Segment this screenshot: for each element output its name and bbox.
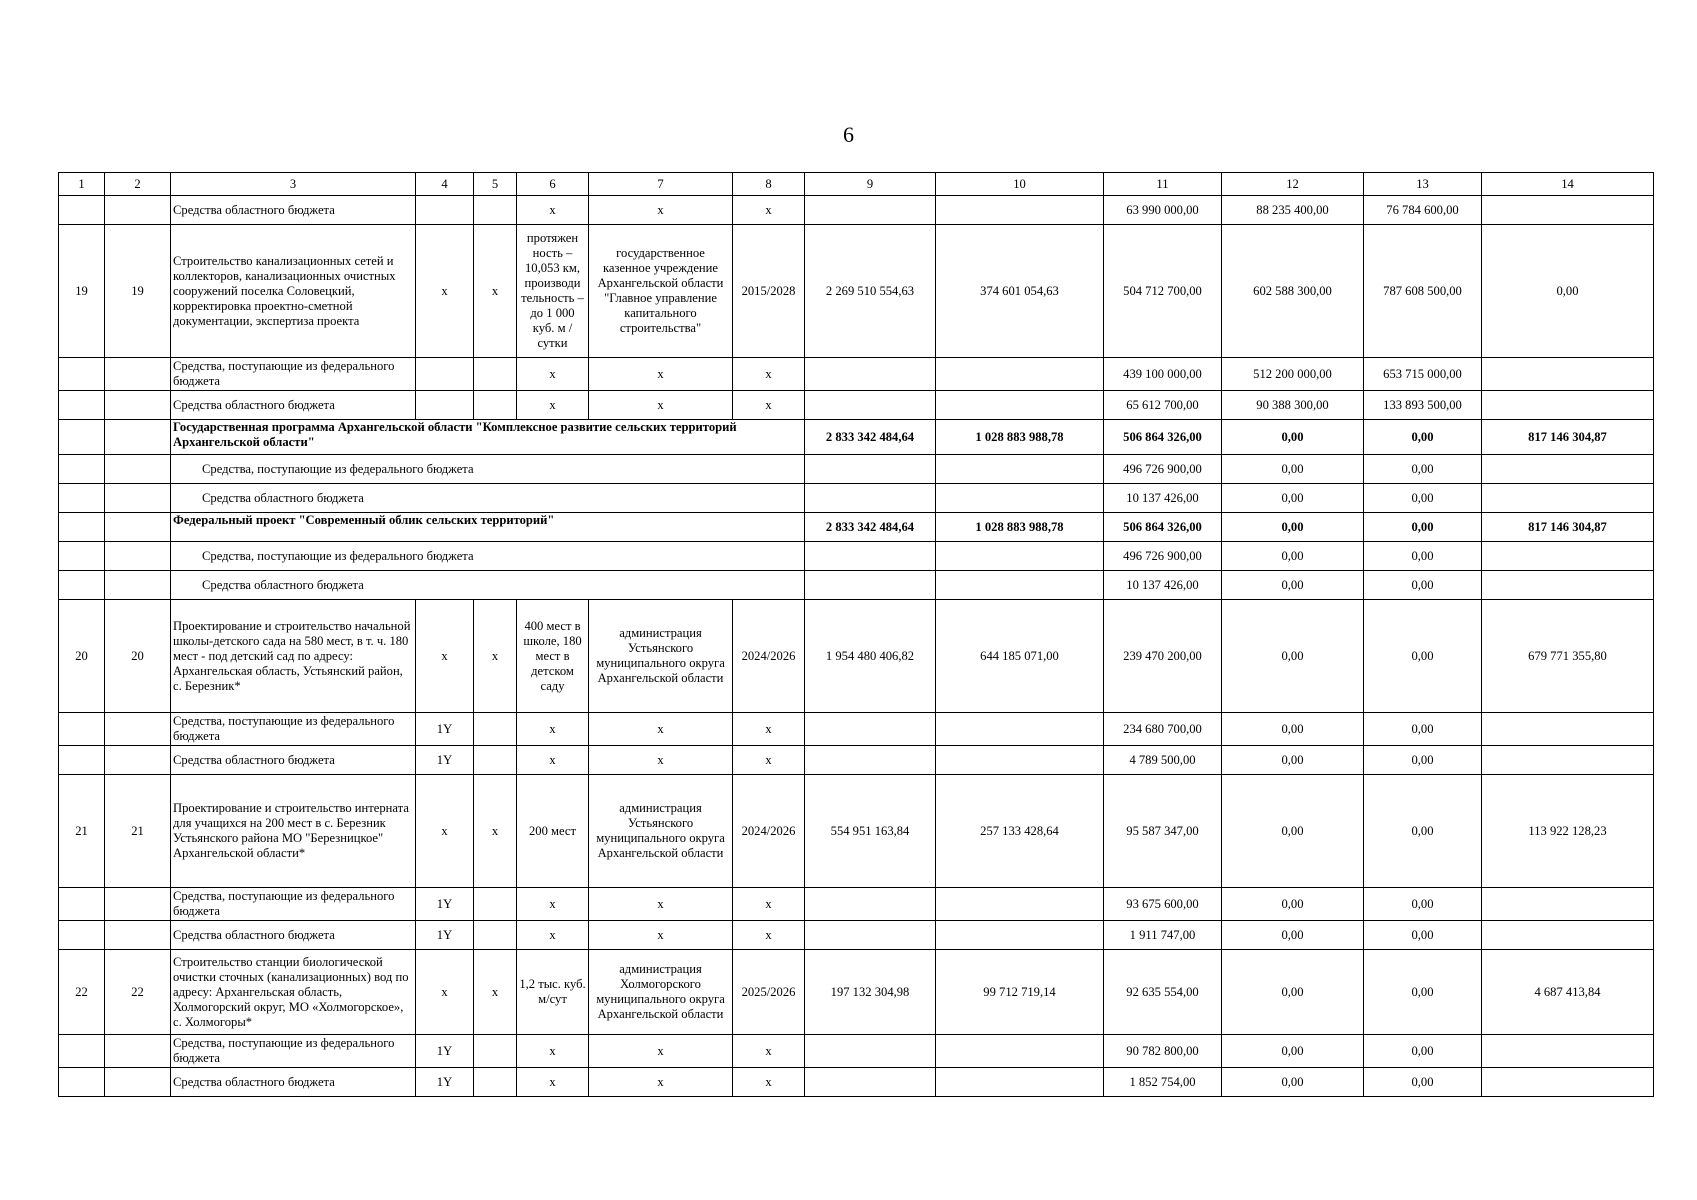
amount-cell [805, 1035, 936, 1068]
customer-cell: х [589, 1035, 733, 1068]
customer-cell: х [589, 713, 733, 746]
amount-cell [805, 888, 936, 921]
capacity-cell: х [517, 746, 589, 775]
amount-cell: 0,00 [1222, 713, 1364, 746]
header-cell: 7 [589, 173, 733, 196]
code-cell [474, 196, 517, 225]
amount-cell: 0,00 [1364, 513, 1482, 542]
table-cell [105, 542, 171, 571]
table-cell [59, 542, 105, 571]
code-cell: 1Y [416, 1035, 474, 1068]
code-cell: х [474, 950, 517, 1035]
period-cell: 2024/2026 [733, 600, 805, 713]
funding-source-label: Средства, поступающие из федерального бюджета [171, 542, 805, 571]
amount-cell [805, 358, 936, 391]
amount-cell [805, 391, 936, 420]
amount-cell: 0,00 [1222, 1068, 1364, 1097]
amount-cell [805, 196, 936, 225]
amount-cell: 0,00 [1482, 225, 1654, 358]
period-cell: х [733, 196, 805, 225]
funding-source-label: Средства областного бюджета [171, 484, 805, 513]
funding-source-label: Средства, поступающие из федерального бюджета [171, 888, 416, 921]
code-cell: х [416, 950, 474, 1035]
code-cell [474, 391, 517, 420]
row-number [59, 746, 105, 775]
amount-cell [936, 1035, 1104, 1068]
funding-source-label: Средства областного бюджета [171, 1068, 416, 1097]
row-number [59, 713, 105, 746]
table-row [59, 420, 1654, 455]
funding-source-label: Средства, поступающие из федерального бюджета [171, 713, 416, 746]
capacity-cell: 200 мест [517, 775, 589, 888]
amount-cell [1482, 888, 1654, 921]
funding-source-label: Средства областного бюджета [171, 746, 416, 775]
amount-cell [1482, 1035, 1654, 1068]
customer-cell: х [589, 888, 733, 921]
amount-cell: 1 028 883 988,78 [936, 420, 1104, 455]
amount-cell: 234 680 700,00 [1104, 713, 1222, 746]
row-number [59, 921, 105, 950]
row-number [105, 391, 171, 420]
customer-cell: администрация Холмогорского муниципального округа Архангельской области [589, 950, 733, 1035]
code-cell [416, 391, 474, 420]
code-cell: х [416, 600, 474, 713]
table-row [59, 542, 1654, 571]
amount-cell [1482, 713, 1654, 746]
code-cell: х [474, 225, 517, 358]
code-cell [474, 921, 517, 950]
row-number [59, 888, 105, 921]
code-cell: х [474, 775, 517, 888]
amount-cell [936, 484, 1104, 513]
period-cell: 2025/2026 [733, 950, 805, 1035]
amount-cell: 0,00 [1222, 484, 1364, 513]
header-cell: 9 [805, 173, 936, 196]
table-cell [105, 420, 171, 455]
amount-cell: 817 146 304,87 [1482, 420, 1654, 455]
amount-cell: 0,00 [1222, 600, 1364, 713]
object-name: Строительство станции биологической очистки сточных (канализационных) вод по адресу: Архангельская область, Холмогорский округ, МО «Холмогорское», с. Холмогоры* [171, 950, 416, 1035]
table-row [59, 358, 1654, 391]
amount-cell: 0,00 [1364, 542, 1482, 571]
row-number [59, 391, 105, 420]
row-number: 21 [59, 775, 105, 888]
amount-cell: 0,00 [1222, 455, 1364, 484]
header-cell: 10 [936, 173, 1104, 196]
table-cell [105, 571, 171, 600]
code-cell [474, 888, 517, 921]
table-row [59, 1035, 1654, 1068]
row-number: 19 [105, 225, 171, 358]
customer-cell: х [589, 746, 733, 775]
code-cell [416, 358, 474, 391]
amount-cell [936, 391, 1104, 420]
amount-cell: 787 608 500,00 [1364, 225, 1482, 358]
row-number: 21 [105, 775, 171, 888]
header-cell: 2 [105, 173, 171, 196]
amount-cell: 0,00 [1364, 775, 1482, 888]
table-row [59, 888, 1654, 921]
code-cell [474, 1035, 517, 1068]
amount-cell: 88 235 400,00 [1222, 196, 1364, 225]
amount-cell [936, 196, 1104, 225]
amount-cell: 0,00 [1222, 888, 1364, 921]
row-number: 19 [59, 225, 105, 358]
amount-cell [805, 455, 936, 484]
object-name: Проектирование и строительство интерната для учащихся на 200 мест в с. Березник Устьянского района МО "Березницкое" Архангельской области* [171, 775, 416, 888]
object-name: Строительство канализационных сетей и коллекторов, канализационных очистных сооружений поселка Соловецкий, корректировка проектно-сметной документации, экспертиза проекта [171, 225, 416, 358]
amount-cell [1482, 746, 1654, 775]
amount-cell: 644 185 071,00 [936, 600, 1104, 713]
header-row [59, 173, 1654, 196]
amount-cell [805, 746, 936, 775]
capacity-cell: протяжен ность – 10,053 км, производи тельность – до 1 000 куб. м / сутки [517, 225, 589, 358]
amount-cell [1482, 196, 1654, 225]
amount-cell: 0,00 [1222, 1035, 1364, 1068]
code-cell [416, 196, 474, 225]
period-cell: х [733, 1068, 805, 1097]
amount-cell: 0,00 [1222, 921, 1364, 950]
funding-source-label: Средства, поступающие из федерального бюджета [171, 358, 416, 391]
program-title: Федеральный проект "Современный облик сельских территорий" [171, 513, 805, 542]
capacity-cell: х [517, 921, 589, 950]
amount-cell [936, 713, 1104, 746]
amount-cell: 0,00 [1364, 713, 1482, 746]
period-cell: 2024/2026 [733, 775, 805, 888]
period-cell: х [733, 358, 805, 391]
period-cell: х [733, 921, 805, 950]
row-number: 22 [105, 950, 171, 1035]
amount-cell [936, 358, 1104, 391]
row-number [59, 1068, 105, 1097]
amount-cell: 0,00 [1222, 775, 1364, 888]
table-cell [59, 484, 105, 513]
amount-cell [936, 571, 1104, 600]
header-cell: 1 [59, 173, 105, 196]
amount-cell [936, 455, 1104, 484]
customer-cell: х [589, 391, 733, 420]
amount-cell: 0,00 [1222, 420, 1364, 455]
amount-cell: 99 712 719,14 [936, 950, 1104, 1035]
header-cell: 8 [733, 173, 805, 196]
amount-cell: 0,00 [1364, 1068, 1482, 1097]
row-number: 22 [59, 950, 105, 1035]
amount-cell: 0,00 [1222, 513, 1364, 542]
customer-cell: администрация Устьянского муниципального округа Архангельской области [589, 775, 733, 888]
period-cell: х [733, 888, 805, 921]
table-cell [105, 455, 171, 484]
amount-cell: 0,00 [1364, 455, 1482, 484]
amount-cell: 0,00 [1364, 420, 1482, 455]
row-number [59, 196, 105, 225]
period-cell: х [733, 1035, 805, 1068]
amount-cell: 0,00 [1364, 484, 1482, 513]
amount-cell: 10 137 426,00 [1104, 484, 1222, 513]
customer-cell: х [589, 196, 733, 225]
customer-cell: х [589, 1068, 733, 1097]
amount-cell [936, 921, 1104, 950]
code-cell: х [416, 775, 474, 888]
capacity-cell: х [517, 888, 589, 921]
amount-cell: 602 588 300,00 [1222, 225, 1364, 358]
table-cell [105, 513, 171, 542]
amount-cell: 0,00 [1364, 746, 1482, 775]
table-cell [59, 455, 105, 484]
code-cell: 1Y [416, 746, 474, 775]
amount-cell [805, 484, 936, 513]
table-cell [59, 571, 105, 600]
amount-cell [1482, 358, 1654, 391]
amount-cell: 0,00 [1222, 542, 1364, 571]
amount-cell: 653 715 000,00 [1364, 358, 1482, 391]
table-row [59, 513, 1654, 542]
amount-cell: 1 852 754,00 [1104, 1068, 1222, 1097]
row-number [59, 358, 105, 391]
period-cell: х [733, 746, 805, 775]
amount-cell [1482, 921, 1654, 950]
capacity-cell: х [517, 713, 589, 746]
amount-cell [805, 713, 936, 746]
amount-cell [1482, 1068, 1654, 1097]
period-cell: х [733, 713, 805, 746]
table-row [59, 571, 1654, 600]
amount-cell: 506 864 326,00 [1104, 513, 1222, 542]
code-cell [474, 713, 517, 746]
amount-cell: 439 100 000,00 [1104, 358, 1222, 391]
amount-cell: 257 133 428,64 [936, 775, 1104, 888]
page-number: 6 [843, 122, 854, 147]
amount-cell: 0,00 [1222, 571, 1364, 600]
header-cell: 12 [1222, 173, 1364, 196]
amount-cell [936, 1068, 1104, 1097]
table-row [59, 713, 1654, 746]
amount-cell: 0,00 [1222, 746, 1364, 775]
table-row [59, 1068, 1654, 1097]
amount-cell: 0,00 [1364, 1035, 1482, 1068]
table-cell [59, 420, 105, 455]
amount-cell: 92 635 554,00 [1104, 950, 1222, 1035]
table-cell [105, 484, 171, 513]
amount-cell: 76 784 600,00 [1364, 196, 1482, 225]
program-title: Государственная программа Архангельской области "Комплексное развитие сельских территорий Архангельской области" [171, 420, 805, 455]
amount-cell: 554 951 163,84 [805, 775, 936, 888]
customer-cell: х [589, 921, 733, 950]
amount-cell: 0,00 [1364, 950, 1482, 1035]
amount-cell [936, 888, 1104, 921]
amount-cell [805, 542, 936, 571]
amount-cell: 239 470 200,00 [1104, 600, 1222, 713]
amount-cell: 1 954 480 406,82 [805, 600, 936, 713]
amount-cell: 2 833 342 484,64 [805, 420, 936, 455]
amount-cell: 63 990 000,00 [1104, 196, 1222, 225]
header-cell: 13 [1364, 173, 1482, 196]
row-number: 20 [105, 600, 171, 713]
amount-cell [1482, 542, 1654, 571]
header-cell: 11 [1104, 173, 1222, 196]
header-cell: 3 [171, 173, 416, 196]
amount-cell: 817 146 304,87 [1482, 513, 1654, 542]
code-cell: х [416, 225, 474, 358]
capacity-cell: х [517, 196, 589, 225]
header-cell: 6 [517, 173, 589, 196]
amount-cell [805, 1068, 936, 1097]
funding-source-label: Средства, поступающие из федерального бюджета [171, 1035, 416, 1068]
header-cell: 14 [1482, 173, 1654, 196]
amount-cell [1482, 571, 1654, 600]
amount-cell [805, 921, 936, 950]
amount-cell: 1 028 883 988,78 [936, 513, 1104, 542]
row-number [105, 196, 171, 225]
customer-cell: х [589, 358, 733, 391]
amount-cell: 2 269 510 554,63 [805, 225, 936, 358]
table-row [59, 775, 1654, 888]
capacity-cell: х [517, 391, 589, 420]
amount-cell: 504 712 700,00 [1104, 225, 1222, 358]
table-row [59, 746, 1654, 775]
code-cell: 1Y [416, 1068, 474, 1097]
amount-cell: 90 388 300,00 [1222, 391, 1364, 420]
amount-cell: 374 601 054,63 [936, 225, 1104, 358]
code-cell [474, 1068, 517, 1097]
amount-cell: 4 789 500,00 [1104, 746, 1222, 775]
customer-cell: администрация Устьянского муниципального округа Архангельской области [589, 600, 733, 713]
row-number [105, 888, 171, 921]
amount-cell: 0,00 [1364, 600, 1482, 713]
capacity-cell: 1,2 тыс. куб. м/сут [517, 950, 589, 1035]
amount-cell: 506 864 326,00 [1104, 420, 1222, 455]
code-cell [474, 746, 517, 775]
amount-cell: 0,00 [1364, 571, 1482, 600]
funding-source-label: Средства областного бюджета [171, 196, 416, 225]
row-number [105, 1035, 171, 1068]
capacity-cell: х [517, 1068, 589, 1097]
capacity-cell: х [517, 1035, 589, 1068]
funding-source-label: Средства областного бюджета [171, 571, 805, 600]
table-row [59, 950, 1654, 1035]
amount-cell [936, 542, 1104, 571]
table-row [59, 455, 1654, 484]
amount-cell: 93 675 600,00 [1104, 888, 1222, 921]
amount-cell: 65 612 700,00 [1104, 391, 1222, 420]
amount-cell: 90 782 800,00 [1104, 1035, 1222, 1068]
code-cell: х [474, 600, 517, 713]
amount-cell: 679 771 355,80 [1482, 600, 1654, 713]
code-cell: 1Y [416, 713, 474, 746]
budget-table [58, 172, 1654, 1097]
amount-cell: 496 726 900,00 [1104, 455, 1222, 484]
row-number [105, 1068, 171, 1097]
amount-cell: 10 137 426,00 [1104, 571, 1222, 600]
table-cell [59, 513, 105, 542]
capacity-cell: х [517, 358, 589, 391]
row-number [105, 358, 171, 391]
funding-source-label: Средства, поступающие из федерального бюджета [171, 455, 805, 484]
capacity-cell: 400 мест в школе, 180 мест в детском саду [517, 600, 589, 713]
amount-cell: 0,00 [1222, 950, 1364, 1035]
amount-cell [1482, 484, 1654, 513]
amount-cell: 2 833 342 484,64 [805, 513, 936, 542]
amount-cell: 133 893 500,00 [1364, 391, 1482, 420]
table-row [59, 225, 1654, 358]
amount-cell [936, 746, 1104, 775]
header-cell: 5 [474, 173, 517, 196]
table-row [59, 391, 1654, 420]
amount-cell: 197 132 304,98 [805, 950, 936, 1035]
amount-cell: 512 200 000,00 [1222, 358, 1364, 391]
row-number [59, 1035, 105, 1068]
period-cell: 2015/2028 [733, 225, 805, 358]
amount-cell: 496 726 900,00 [1104, 542, 1222, 571]
row-number [105, 746, 171, 775]
amount-cell: 0,00 [1364, 888, 1482, 921]
amount-cell: 95 587 347,00 [1104, 775, 1222, 888]
header-cell: 4 [416, 173, 474, 196]
table-row [59, 600, 1654, 713]
amount-cell: 4 687 413,84 [1482, 950, 1654, 1035]
amount-cell: 113 922 128,23 [1482, 775, 1654, 888]
amount-cell [805, 571, 936, 600]
row-number [105, 713, 171, 746]
customer-cell: государственное казенное учреждение Архангельской области "Главное управление капитального строительства" [589, 225, 733, 358]
code-cell [474, 358, 517, 391]
amount-cell: 0,00 [1364, 921, 1482, 950]
code-cell: 1Y [416, 888, 474, 921]
row-number [105, 921, 171, 950]
table-row [59, 196, 1654, 225]
funding-source-label: Средства областного бюджета [171, 921, 416, 950]
amount-cell: 1 911 747,00 [1104, 921, 1222, 950]
table-row [59, 484, 1654, 513]
amount-cell [1482, 391, 1654, 420]
funding-source-label: Средства областного бюджета [171, 391, 416, 420]
code-cell: 1Y [416, 921, 474, 950]
amount-cell [1482, 455, 1654, 484]
row-number: 20 [59, 600, 105, 713]
object-name: Проектирование и строительство начальной школы-детского сада на 580 мест, в т. ч. 180 мест - под детский сад по адресу: Архангельская область, Устьянский район, с. Березник* [171, 600, 416, 713]
table-row [59, 921, 1654, 950]
period-cell: х [733, 391, 805, 420]
